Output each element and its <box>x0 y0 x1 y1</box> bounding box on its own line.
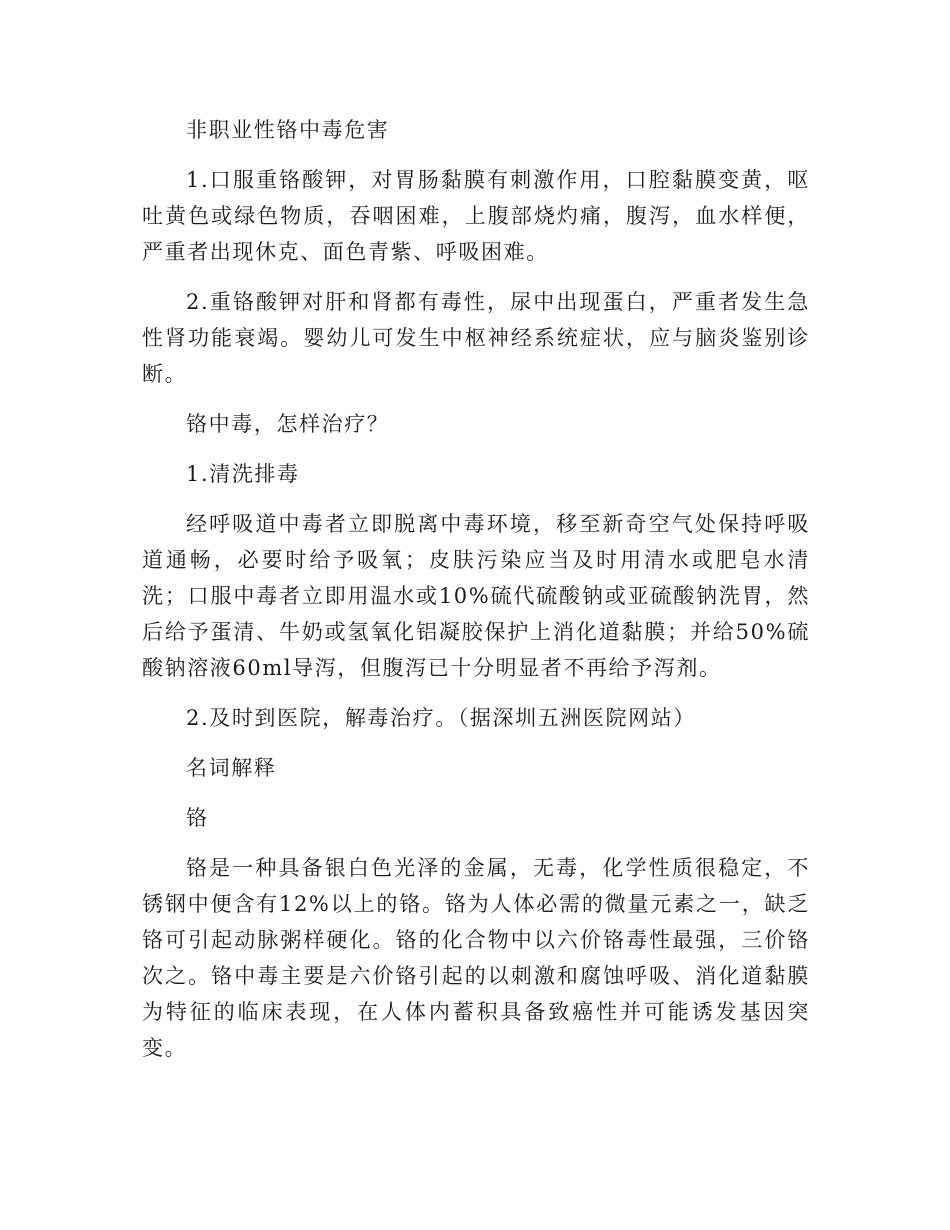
paragraph-chromium-definition: 铬是一种具备银白色光泽的金属，无毒，化学性质很稳定，不锈钢中便含有12%以上的铬。铬为人体必需的微量元素之一，缺乏铬可引起动脉粥样硬化。铬的化合物中以六价铬毒性最强，三价铬次之。铬中毒主要是六价铬引起的以刺激和腐蚀呼吸、消化道黏膜为特征的临床表现，在人体内蓄积具备致癌性并可能诱发基因突变。 <box>142 856 810 1060</box>
subheading-cleaning-detox: 1.清洗排毒 <box>186 462 300 486</box>
heading-non-occupational-hazard: 非职业性铬中毒危害 <box>186 118 390 142</box>
heading-treatment: 铬中毒，怎样治疗？ <box>186 412 390 436</box>
paragraph-liver-kidney-toxicity: 2.重铬酸钾对肝和肾都有毒性，尿中出现蛋白，严重者发生急性肾功能衰竭。婴幼儿可发生中枢神经系统症状，应与脑炎鉴别诊断。 <box>142 290 810 386</box>
paragraph-hospital-treatment: 2.及时到医院，解毒治疗。（据深圳五洲医院网站） <box>186 706 696 730</box>
heading-glossary: 名词解释 <box>186 756 277 780</box>
paragraph-cleaning-details: 经呼吸道中毒者立即脱离中毒环境，移至新奇空气处保持呼吸道通畅，必要时给予吸氧；皮肤污染应当及时用清水或肥皂水清洗；口服中毒者立即用温水或10%硫代硫酸钠或亚硫酸钠洗胃，然后给予蛋清、牛奶或氢氧化铝凝胶保护上消化道黏膜；并给50%硫酸钠溶液60ml导泻，但腹泻已十分明显者不再给予泻剂。 <box>142 512 810 680</box>
paragraph-oral-poisoning: 1.口服重铬酸钾，对胃肠黏膜有刺激作用，口腔黏膜变黄，呕吐黄色或绿色物质，吞咽困难，上腹部烧灼痛，腹泻，血水样便，严重者出现休克、面色青紫、呼吸困难。 <box>142 168 810 264</box>
document-page <box>142 112 810 1080</box>
glossary-term-chromium: 铬 <box>186 806 209 830</box>
